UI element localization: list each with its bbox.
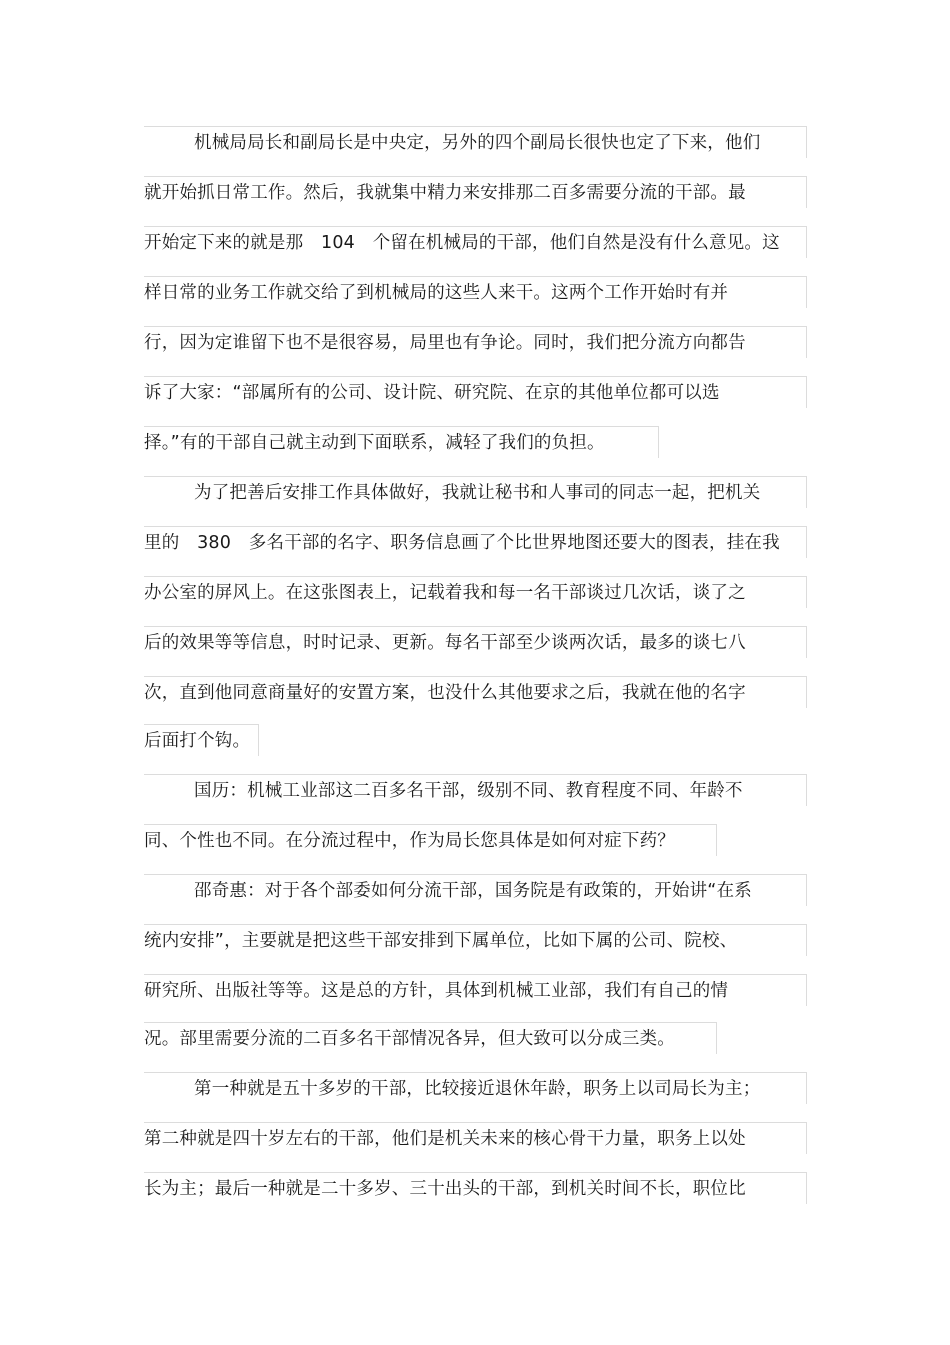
text-line: 里的 380 多名干部的名字、职务信息画了个比世界地图还要大的图表，挂在我 xyxy=(144,533,780,553)
text-line: 为了把善后安排工作具体做好，我就让秘书和人事司的同志一起，把机关 xyxy=(194,483,761,503)
rule xyxy=(806,774,807,806)
rule xyxy=(806,576,807,608)
text-line: 统内安排”，主要就是把这些干部安排到下属单位，比如下属的公司、院校、 xyxy=(144,931,738,951)
text-line: 诉了大家：“部属所有的公司、设计院、研究院、在京的其他单位都可以选 xyxy=(144,383,720,403)
text-line: 办公室的屏风上。在这张图表上，记载着我和每一名干部谈过几次话，谈了之 xyxy=(144,583,746,603)
rule xyxy=(806,1172,807,1204)
rule xyxy=(806,626,807,658)
text-line: 国历：机械工业部这二百多名干部，级别不同、教育程度不同、年龄不 xyxy=(194,781,743,801)
text-line: 长为主；最后一种就是二十多岁、三十出头的干部，到机关时间不长，职位比 xyxy=(144,1179,746,1199)
rule xyxy=(806,526,807,558)
text-line: 择。”有的干部自己就主动到下面联系，减轻了我们的负担。 xyxy=(144,433,605,453)
rule xyxy=(806,974,807,1006)
text-line: 第二种就是四十岁左右的干部，他们是机关未来的核心骨干力量，职务上以处 xyxy=(144,1129,746,1149)
text-line: 就开始抓日常工作。然后，我就集中精力来安排那二百多需要分流的干部。最 xyxy=(144,183,746,203)
rule xyxy=(806,476,807,508)
text-line: 后面打个钩。 xyxy=(144,731,251,751)
rule xyxy=(806,176,807,208)
rule xyxy=(806,276,807,308)
rule xyxy=(806,326,807,358)
text-line: 邵奇惠：对于各个部委如何分流干部，国务院是有政策的，开始讲“在系 xyxy=(194,881,752,901)
rule xyxy=(806,676,807,708)
text-line: 况。部里需要分流的二百多名干部情况各异，但大致可以分成三类。 xyxy=(144,1029,675,1049)
rule xyxy=(806,226,807,258)
rule xyxy=(716,824,717,856)
text-line: 后的效果等等信息，时时记录、更新。每名干部至少谈两次话，最多的谈七八 xyxy=(144,633,746,653)
text-line: 机械局局长和副局长是中央定，另外的四个副局长很快也定了下来，他们 xyxy=(194,133,761,153)
rule xyxy=(258,724,259,756)
text-line: 样日常的业务工作就交给了到机械局的这些人来干。这两个工作开始时有并 xyxy=(144,283,729,303)
text-line: 次，直到他同意商量好的安置方案，也没什么其他要求之后，我就在他的名字 xyxy=(144,683,746,703)
rule xyxy=(806,874,807,906)
text-line: 同、个性也不同。在分流过程中，作为局长您具体是如何对症下药？ xyxy=(144,831,675,851)
rule xyxy=(806,1122,807,1154)
rule xyxy=(806,1072,807,1104)
text-line: 行，因为定谁留下也不是很容易，局里也有争论。同时，我们把分流方向都告 xyxy=(144,333,746,353)
text-line: 研究所、出版社等等。这是总的方针，具体到机械工业部，我们有自己的情 xyxy=(144,981,729,1001)
rule xyxy=(806,924,807,956)
rule xyxy=(806,126,807,158)
rule xyxy=(658,426,659,458)
rule xyxy=(716,1022,717,1054)
text-line: 第一种就是五十多岁的干部，比较接近退休年龄，职务上以司局长为主； xyxy=(194,1079,761,1099)
text-line: 开始定下来的就是那 104 个留在机械局的干部，他们自然是没有什么意见。这 xyxy=(144,233,780,253)
rule xyxy=(806,376,807,408)
